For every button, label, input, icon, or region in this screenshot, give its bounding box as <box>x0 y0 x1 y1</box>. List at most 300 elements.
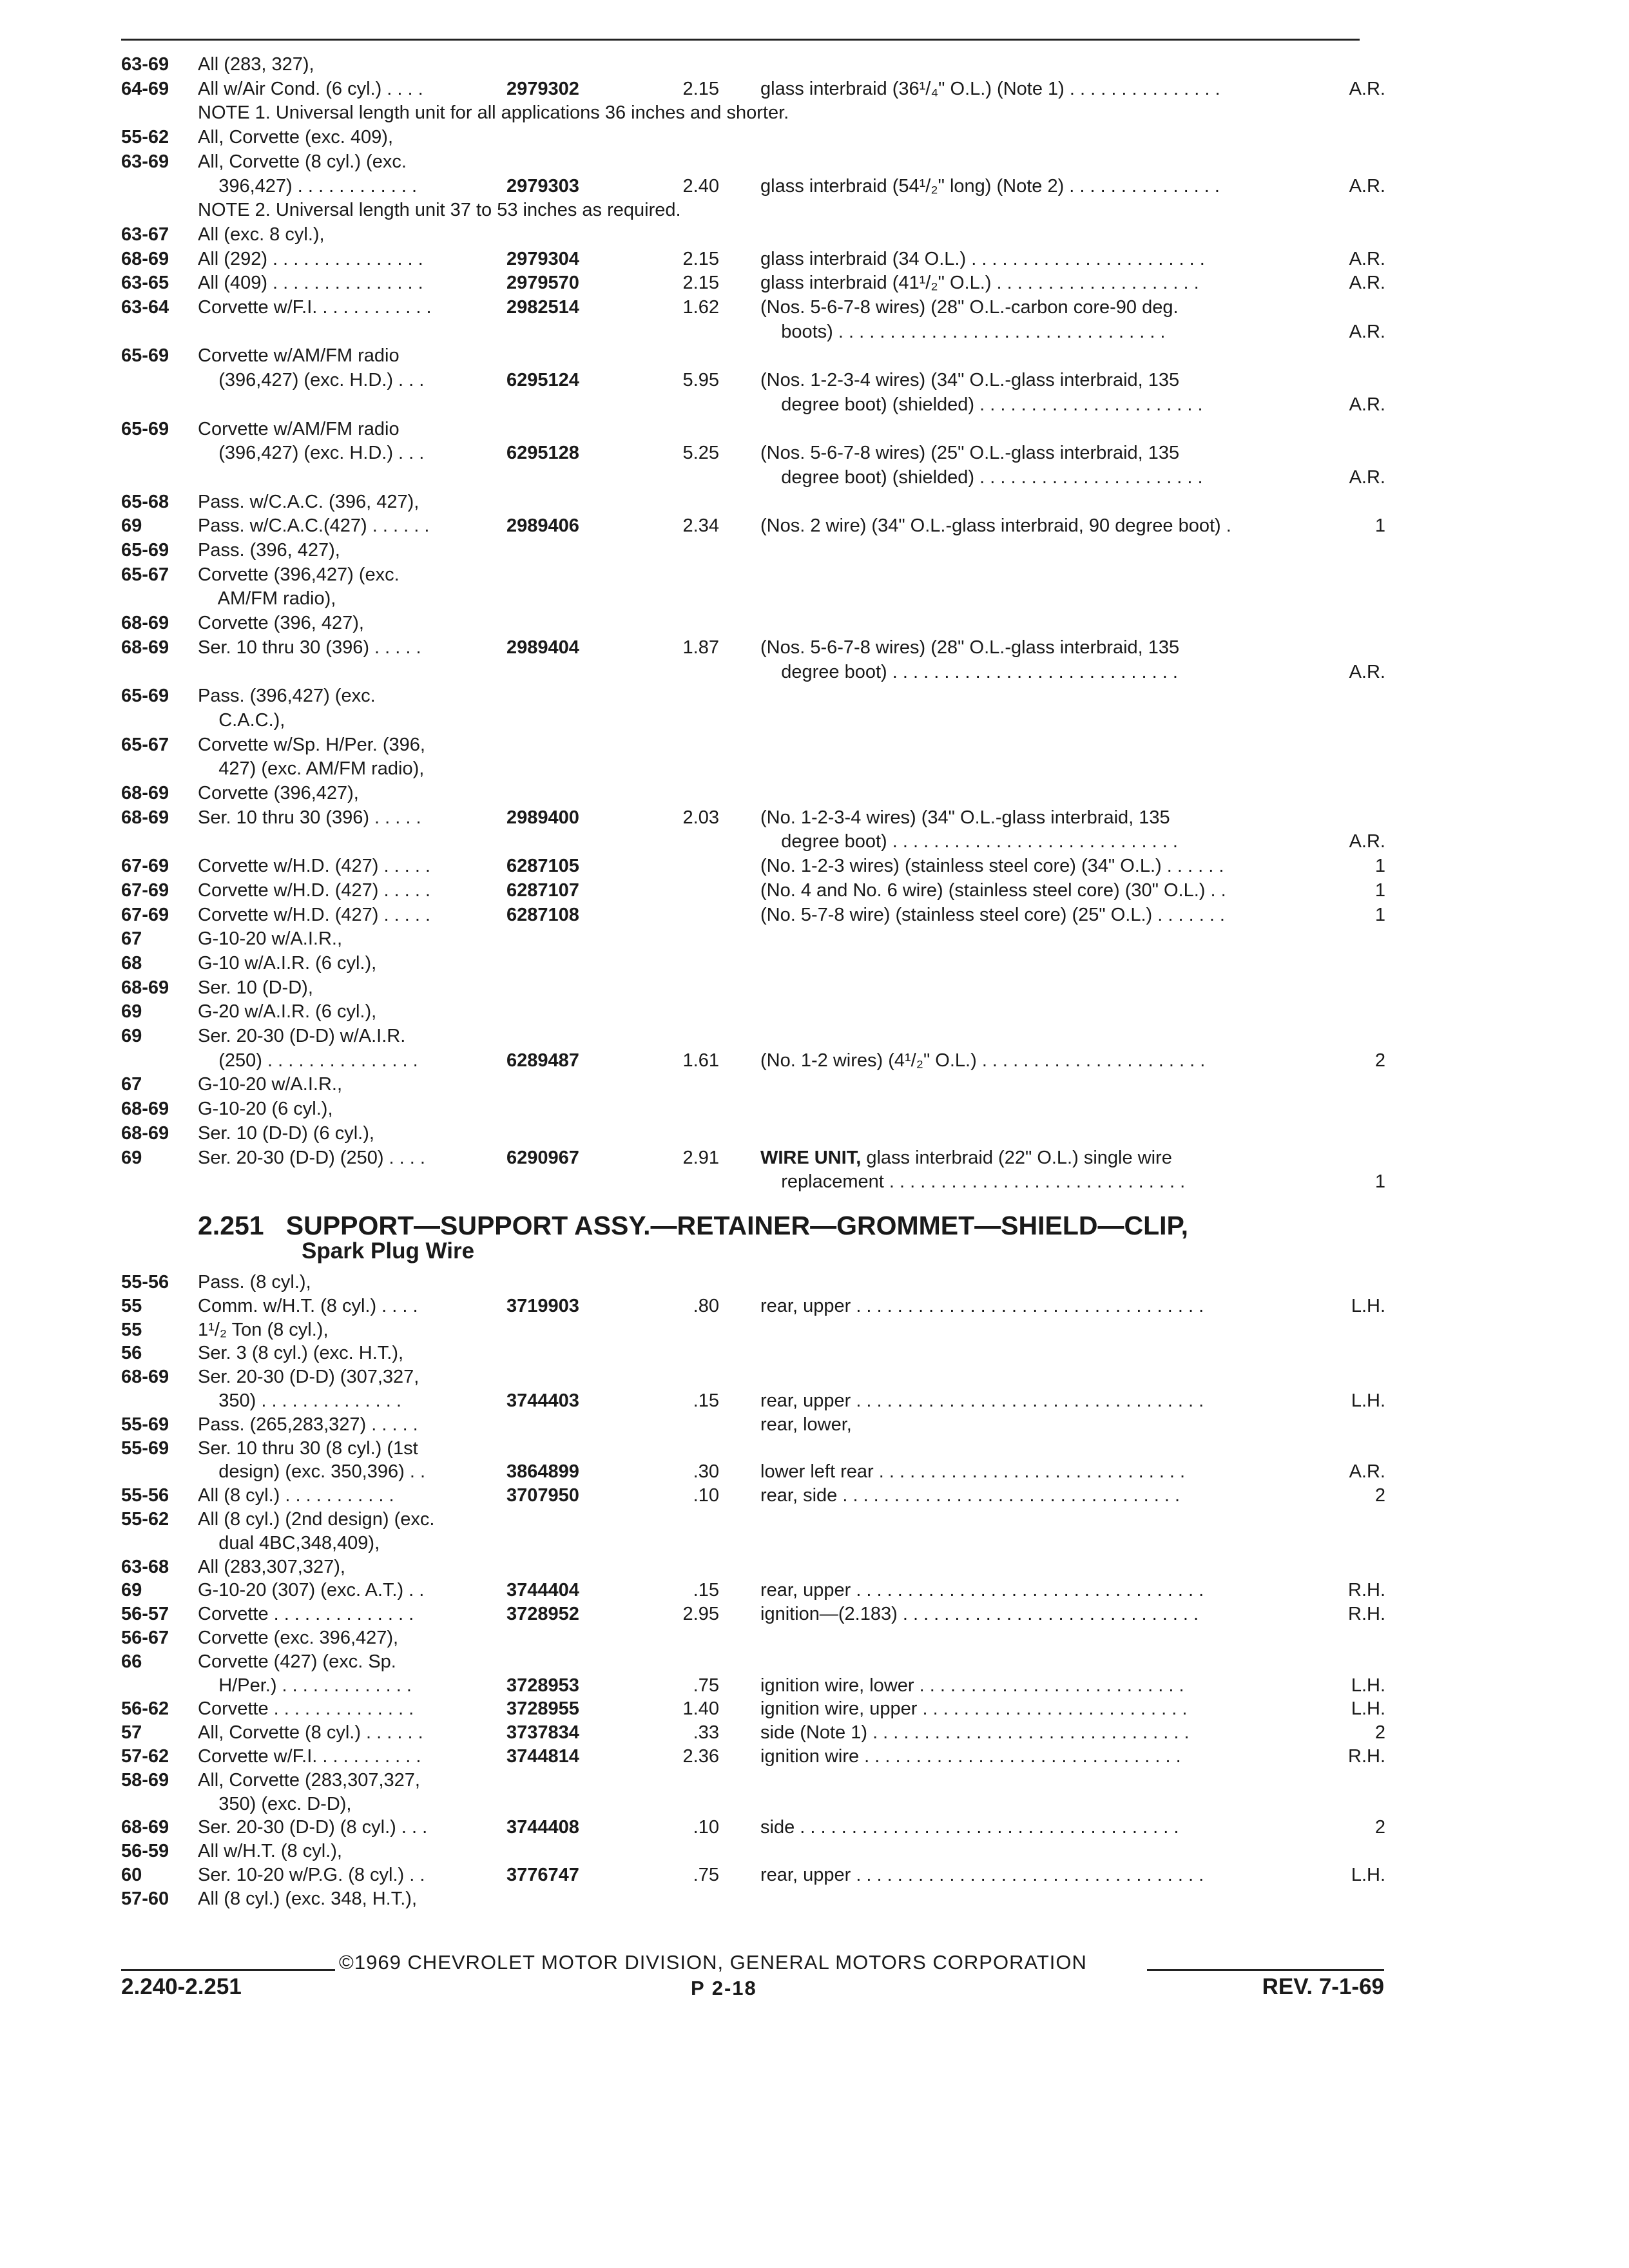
catalog-row <box>0 879 1629 902</box>
application: All (8 cyl.) (2nd design) (exc. <box>198 1509 435 1530</box>
catalog-row <box>0 1863 1629 1887</box>
price: .75 <box>693 1675 719 1696</box>
description: (No. 1-2 wires) (4¹/₂" O.L.) . . . . . . . . . . . . . . . . . . . . . . <box>760 1050 1206 1071</box>
year-range: 66 <box>121 1651 142 1672</box>
year-range: 57 <box>121 1722 142 1744</box>
catalog-row <box>0 1271 1629 1294</box>
application: C.A.C.), <box>198 709 285 731</box>
application: All (exc. 8 cyl.), <box>198 224 325 245</box>
year-range: 55-69 <box>121 1414 169 1435</box>
part-number: 6290967 <box>506 1147 579 1168</box>
application: G-10-20 w/A.I.R., <box>198 928 343 950</box>
catalog-row <box>0 830 1629 853</box>
price: .15 <box>693 1580 719 1601</box>
quantity: A.R. <box>1349 321 1385 342</box>
application: Corvette w/Sp. H/Per. (396, <box>198 734 425 755</box>
price: 1.61 <box>682 1050 719 1071</box>
year-range: 68-69 <box>121 637 169 658</box>
quantity: A.R. <box>1349 466 1385 488</box>
year-range: 63-69 <box>121 54 169 75</box>
application: G-10 w/A.I.R. (6 cyl.), <box>198 952 377 974</box>
part-number: 2979304 <box>506 248 579 269</box>
year-range: 68-69 <box>121 1099 169 1120</box>
year-range: 57-62 <box>121 1746 169 1767</box>
description: side . . . . . . . . . . . . . . . . . . . . . . . . . . . . . . . . . . . . . <box>760 1817 1179 1838</box>
quantity: R.H. <box>1348 1580 1385 1601</box>
section-subtitle: Spark Plug Wire <box>302 1238 475 1264</box>
description: glass interbraid (34 O.L.) . . . . . . . . . . . . . . . . . . . . . . . <box>760 248 1205 269</box>
catalog-row <box>0 1508 1629 1531</box>
application: All w/H.T. (8 cyl.), <box>198 1841 342 1862</box>
part-number: 2989400 <box>506 807 579 828</box>
catalog-row <box>0 976 1629 999</box>
year-range: 55-62 <box>121 127 169 148</box>
part-number: 3744408 <box>506 1817 579 1838</box>
catalog-row <box>0 1146 1629 1169</box>
price: .15 <box>693 1390 719 1411</box>
application: Ser. 10 thru 30 (396) . . . . . <box>198 807 421 828</box>
application: Ser. 10 thru 30 (396) . . . . . <box>198 637 421 658</box>
price: .10 <box>693 1817 719 1838</box>
description: (No. 1-2-3-4 wires) (34" O.L.-glass interbraid, 135 <box>760 807 1170 828</box>
application: design) (exc. 350,396) . . <box>198 1461 426 1483</box>
year-range: 68-69 <box>121 783 169 803</box>
description: glass interbraid (36¹/₄" O.L.) (Note 1) . . . . . . . . . . . . . . . <box>760 78 1220 99</box>
year-range: 65-68 <box>121 491 169 512</box>
application: Pass. (396,427) (exc. <box>198 686 376 707</box>
catalog-row <box>0 782 1629 805</box>
part-number: 3728952 <box>506 1604 579 1625</box>
catalog-row <box>0 684 1629 707</box>
application: dual 4BC,348,409), <box>198 1532 380 1553</box>
catalog-row <box>0 1341 1629 1365</box>
catalog-row <box>0 1650 1629 1673</box>
catalog-row <box>0 1000 1629 1023</box>
price: 2.36 <box>682 1746 719 1767</box>
description: lower left rear . . . . . . . . . . . . . . . . . . . . . . . . . . . . . . <box>760 1461 1186 1483</box>
part-number: 6287108 <box>506 904 579 925</box>
application: All (8 cyl.) (exc. 348, H.T.), <box>198 1888 418 1909</box>
catalog-row <box>0 150 1629 173</box>
application: 396,427) . . . . . . . . . . . . <box>198 175 418 197</box>
year-range: 57-60 <box>121 1888 169 1909</box>
year-range: 67 <box>121 928 142 950</box>
application: Corvette w/H.D. (427) . . . . . <box>198 904 430 925</box>
catalog-row <box>0 539 1629 562</box>
part-number: 3707950 <box>506 1485 579 1506</box>
quantity: 1 <box>1374 1171 1385 1193</box>
application: All (283, 327), <box>198 54 314 75</box>
catalog-row <box>0 101 1629 124</box>
application: NOTE 2. Universal length unit 37 to 53 inches as required. <box>198 200 681 221</box>
quantity: 1 <box>1374 856 1385 877</box>
catalog-row <box>0 636 1629 659</box>
quantity: L.H. <box>1351 1295 1385 1316</box>
catalog-row <box>0 1745 1629 1768</box>
description: rear, upper . . . . . . . . . . . . . . . . . . . . . . . . . . . . . . . . . . <box>760 1295 1204 1316</box>
catalog-row <box>0 1721 1629 1744</box>
description: ignition wire, lower . . . . . . . . . . . . . . . . . . . . . . . . . . <box>760 1675 1184 1696</box>
application: Ser. 10-20 w/P.G. (8 cyl.) . . <box>198 1865 425 1885</box>
part-number: 6287107 <box>506 879 579 901</box>
price: 1.40 <box>682 1698 719 1720</box>
footer-copyright-line <box>121 1950 1384 1975</box>
year-range: 64-69 <box>121 78 169 99</box>
part-number: 2982514 <box>506 297 579 318</box>
year-range: 69 <box>121 515 142 537</box>
section-number: 2.251 <box>198 1211 264 1240</box>
year-range: 63-69 <box>121 151 169 172</box>
catalog-row <box>0 198 1629 222</box>
price: .10 <box>693 1485 719 1506</box>
catalog-row <box>0 709 1629 732</box>
catalog-row <box>0 733 1629 756</box>
price: 2.40 <box>682 175 719 197</box>
quantity: L.H. <box>1351 1865 1385 1885</box>
price: 2.15 <box>682 78 719 99</box>
year-range: 65-67 <box>121 564 169 585</box>
year-range: 67 <box>121 1074 142 1095</box>
year-range: 68-69 <box>121 977 169 998</box>
catalog-row <box>0 1389 1629 1412</box>
part-number: 2989404 <box>506 637 579 658</box>
description: (No. 1-2-3 wires) (stainless steel core) (34" O.L.) . . . . . . <box>760 856 1224 877</box>
application: Corvette (396,427), <box>198 783 359 803</box>
catalog-row <box>0 1484 1629 1507</box>
application: Ser. 10 (D-D) (6 cyl.), <box>198 1122 374 1144</box>
catalog-row <box>0 77 1629 101</box>
catalog-row <box>0 369 1629 392</box>
part-number: 6295128 <box>506 443 579 464</box>
description <box>760 1146 1172 1169</box>
price: 2.34 <box>682 515 719 537</box>
application: (250) . . . . . . . . . . . . . . . <box>198 1050 418 1071</box>
description: ignition—(2.183) . . . . . . . . . . . . . . . . . . . . . . . . . . . . . <box>760 1604 1199 1625</box>
catalog-row <box>0 271 1629 294</box>
description: side (Note 1) . . . . . . . . . . . . . . . . . . . . . . . . . . . . . . . <box>760 1722 1190 1744</box>
application: Ser. 3 (8 cyl.) (exc. H.T.), <box>198 1343 404 1364</box>
application: All (8 cyl.) . . . . . . . . . . . <box>198 1485 394 1506</box>
application: All, Corvette (exc. 409), <box>198 127 393 148</box>
year-range: 69 <box>121 1147 142 1168</box>
catalog-row <box>0 1602 1629 1626</box>
catalog-row <box>0 1674 1629 1697</box>
quantity: 2 <box>1374 1485 1385 1506</box>
description: (Nos. 5-6-7-8 wires) (28" O.L.-glass interbraid, 135 <box>760 637 1180 658</box>
application: Pass. (8 cyl.), <box>198 1272 311 1293</box>
catalog-row <box>0 1769 1629 1792</box>
application: 427) (exc. AM/FM radio), <box>198 758 425 780</box>
description: rear, upper . . . . . . . . . . . . . . . . . . . . . . . . . . . . . . . . . . <box>760 1390 1204 1411</box>
application: 1¹/₂ Ton (8 cyl.), <box>198 1319 329 1340</box>
quantity: 1 <box>1374 515 1385 537</box>
year-range: 65-69 <box>121 686 169 707</box>
catalog-row <box>0 903 1629 927</box>
catalog-row <box>0 1049 1629 1072</box>
description: degree boot) . . . . . . . . . . . . . . . . . . . . . . . . . . . . <box>760 661 1178 682</box>
year-range: 69 <box>121 1026 142 1046</box>
catalog-row <box>0 490 1629 514</box>
catalog-row <box>0 757 1629 780</box>
section-heading <box>198 1211 1188 1240</box>
application: G-20 w/A.I.R. (6 cyl.), <box>198 1001 377 1023</box>
catalog-row <box>0 1365 1629 1389</box>
application: Comm. w/H.T. (8 cyl.) . . . . <box>198 1295 418 1316</box>
quantity: A.R. <box>1349 78 1385 99</box>
year-range: 56-67 <box>121 1628 169 1648</box>
catalog-row <box>0 1170 1629 1193</box>
year-range: 55-69 <box>121 1437 169 1459</box>
catalog-row <box>0 1073 1629 1096</box>
description: replacement . . . . . . . . . . . . . . . . . . . . . . . . . . . . . <box>760 1171 1186 1193</box>
application: Ser. 10 thru 30 (8 cyl.) (1st <box>198 1437 418 1459</box>
year-range: 68-69 <box>121 613 169 634</box>
catalog-row <box>0 441 1629 465</box>
description: (No. 5-7-8 wire) (stainless steel core) (25" O.L.) . . . . . . . <box>760 904 1225 925</box>
application: (396,427) (exc. H.D.) . . . <box>198 370 425 391</box>
catalog-row <box>0 393 1629 416</box>
year-range: 69 <box>121 1580 142 1601</box>
year-range: 56-57 <box>121 1604 169 1625</box>
quantity: 2 <box>1374 1722 1385 1744</box>
part-number: 3744814 <box>506 1746 579 1767</box>
application: Corvette w/AM/FM radio <box>198 345 400 367</box>
price: .30 <box>693 1461 719 1483</box>
price: 1.62 <box>682 297 719 318</box>
catalog-row <box>0 660 1629 684</box>
year-range: 65-69 <box>121 345 169 367</box>
application: Ser. 20-30 (D-D) (8 cyl.) . . . <box>198 1817 428 1838</box>
catalog-row <box>0 1294 1629 1318</box>
quantity: A.R. <box>1349 273 1385 294</box>
quantity: 1 <box>1374 879 1385 901</box>
year-range: 65-69 <box>121 418 169 439</box>
year-range: 63-65 <box>121 273 169 294</box>
part-number: 3728955 <box>506 1698 579 1720</box>
quantity: L.H. <box>1351 1698 1385 1720</box>
part-number: 2989406 <box>506 515 579 537</box>
catalog-row <box>0 563 1629 586</box>
year-range: 69 <box>121 1001 142 1023</box>
description: (No. 4 and No. 6 wire) (stainless steel core) (30" O.L.) . . <box>760 879 1226 901</box>
part-number: 3719903 <box>506 1295 579 1316</box>
application: Corvette . . . . . . . . . . . . . . <box>198 1604 414 1625</box>
catalog-row <box>0 611 1629 635</box>
catalog-row <box>0 1024 1629 1048</box>
catalog-row <box>0 1626 1629 1649</box>
application: All, Corvette (283,307,327, <box>198 1769 420 1791</box>
catalog-row <box>0 320 1629 343</box>
application: All, Corvette (8 cyl.) . . . . . . <box>198 1722 423 1744</box>
catalog-row <box>0 1097 1629 1120</box>
catalog-row <box>0 1318 1629 1341</box>
catalog-row <box>0 1840 1629 1863</box>
top-rule <box>121 39 1360 41</box>
year-range: 65-69 <box>121 540 169 561</box>
part-number: 3864899 <box>506 1461 579 1483</box>
year-range: 55-56 <box>121 1272 169 1293</box>
application: Corvette w/F.I. . . . . . . . . . . <box>198 1746 421 1767</box>
quantity: 2 <box>1374 1050 1385 1071</box>
year-range: 55 <box>121 1295 142 1316</box>
part-number: 2979303 <box>506 175 579 197</box>
year-range: 65-67 <box>121 734 169 755</box>
year-range: 58-69 <box>121 1769 169 1791</box>
application: Corvette w/AM/FM radio <box>198 418 400 439</box>
description: degree boot) (shielded) . . . . . . . . . . . . . . . . . . . . . . <box>760 466 1203 488</box>
application: Ser. 10 (D-D), <box>198 977 313 998</box>
application: Corvette . . . . . . . . . . . . . . <box>198 1698 414 1720</box>
part-number: 3728953 <box>506 1675 579 1696</box>
catalog-row <box>0 418 1629 441</box>
catalog-row <box>0 1122 1629 1145</box>
catalog-row <box>0 1792 1629 1816</box>
catalog-row <box>0 53 1629 76</box>
catalog-row <box>0 1413 1629 1436</box>
part-number: 6295124 <box>506 370 579 391</box>
year-range: 56 <box>121 1343 142 1364</box>
year-range: 67-69 <box>121 904 169 925</box>
application: G-10-20 (6 cyl.), <box>198 1099 333 1120</box>
quantity: L.H. <box>1351 1390 1385 1411</box>
catalog-row <box>0 1887 1629 1910</box>
year-range: 67-69 <box>121 856 169 877</box>
price: 2.15 <box>682 273 719 294</box>
year-range: 55 <box>121 1319 142 1340</box>
application: Ser. 20-30 (D-D) (250) . . . . <box>198 1147 425 1168</box>
application: NOTE 1. Universal length unit for all applications 36 inches and shorter. <box>198 102 789 124</box>
application: G-10-20 (307) (exc. A.T.) . . <box>198 1580 425 1601</box>
year-range: 68-69 <box>121 1367 169 1388</box>
description: ignition wire . . . . . . . . . . . . . . . . . . . . . . . . . . . . . . . <box>760 1746 1181 1767</box>
quantity: 1 <box>1374 904 1385 925</box>
catalog-row <box>0 806 1629 829</box>
catalog-row <box>0 1460 1629 1483</box>
catalog-row <box>0 1816 1629 1839</box>
part-number: 2979570 <box>506 273 579 294</box>
quantity: A.R. <box>1349 394 1385 415</box>
application: Ser. 20-30 (D-D) w/A.I.R. <box>198 1026 406 1046</box>
application: Pass. w/C.A.C.(427) . . . . . . <box>198 515 430 537</box>
description: glass interbraid (54¹/₂" long) (Note 2) . . . . . . . . . . . . . . . <box>760 175 1220 197</box>
description: degree boot) . . . . . . . . . . . . . . . . . . . . . . . . . . . . <box>760 831 1178 852</box>
application: Pass. w/C.A.C. (396, 427), <box>198 491 419 512</box>
application: Corvette w/H.D. (427) . . . . . <box>198 856 430 877</box>
part-number: 3776747 <box>506 1865 579 1885</box>
footer-rule-left <box>121 1969 335 1971</box>
footer-section-range: 2.240-2.251 <box>121 1974 242 1999</box>
application: Corvette (427) (exc. Sp. <box>198 1651 396 1672</box>
part-number: 3737834 <box>506 1722 579 1744</box>
application: G-10-20 w/A.I.R., <box>198 1074 343 1095</box>
quantity: A.R. <box>1349 248 1385 269</box>
catalog-row <box>0 466 1629 489</box>
quantity: A.R. <box>1349 175 1385 197</box>
year-range: 55-62 <box>121 1509 169 1530</box>
quantity: R.H. <box>1348 1746 1385 1767</box>
year-range: 68 <box>121 952 142 974</box>
application: (396,427) (exc. H.D.) . . . <box>198 443 425 464</box>
description: (Nos. 1-2-3-4 wires) (34" O.L.-glass interbraid, 135 <box>760 370 1180 391</box>
price: 2.91 <box>682 1147 719 1168</box>
year-range: 55-56 <box>121 1485 169 1506</box>
description: rear, side . . . . . . . . . . . . . . . . . . . . . . . . . . . . . . . . . <box>760 1485 1181 1506</box>
part-number: 2979302 <box>506 78 579 99</box>
quantity: A.R. <box>1349 1461 1385 1483</box>
application: Corvette (396, 427), <box>198 613 364 634</box>
year-range: 63-64 <box>121 297 169 318</box>
application: All (292) . . . . . . . . . . . . . . . <box>198 248 423 269</box>
footer-page-number: P 2-18 <box>691 1977 757 1999</box>
description: rear, upper . . . . . . . . . . . . . . . . . . . . . . . . . . . . . . . . . . <box>760 1580 1204 1601</box>
catalog-row <box>0 1532 1629 1555</box>
quantity: R.H. <box>1348 1604 1385 1625</box>
year-range: 63-67 <box>121 224 169 245</box>
footer-copyright: ©1969 CHEVROLET MOTOR DIVISION, GENERAL MOTORS CORPORATION <box>339 1951 1087 1974</box>
quantity: A.R. <box>1349 661 1385 682</box>
description: rear, lower, <box>760 1414 852 1435</box>
application: Pass. (396, 427), <box>198 540 340 561</box>
catalog-row <box>0 296 1629 319</box>
price: 2.95 <box>682 1604 719 1625</box>
description: (Nos. 2 wire) (34" O.L.-glass interbraid, 90 degree boot) . <box>760 515 1231 537</box>
footer-revision: REV. 7-1-69 <box>1262 1974 1384 1999</box>
part-number: 3744403 <box>506 1390 579 1411</box>
application: H/Per.) . . . . . . . . . . . . . <box>198 1675 412 1696</box>
application: Corvette w/F.I. . . . . . . . . . . . <box>198 297 432 318</box>
price: 5.95 <box>682 370 719 391</box>
description: glass interbraid (41¹/₂" O.L.) . . . . . . . . . . . . . . . . . . . . <box>760 273 1199 294</box>
application: AM/FM radio), <box>198 588 336 610</box>
year-range: 67-69 <box>121 879 169 901</box>
catalog-row <box>0 344 1629 367</box>
catalog-row <box>0 1555 1629 1579</box>
part-number: 6287105 <box>506 856 579 877</box>
year-range: 60 <box>121 1865 142 1885</box>
price: 1.87 <box>682 637 719 658</box>
quantity: 2 <box>1374 1817 1385 1838</box>
catalog-row <box>0 1697 1629 1720</box>
description: (Nos. 5-6-7-8 wires) (25" O.L.-glass interbraid, 135 <box>760 443 1180 464</box>
price: .80 <box>693 1295 719 1316</box>
application: Corvette (exc. 396,427), <box>198 1628 399 1648</box>
year-range: 68-69 <box>121 807 169 828</box>
description: boots) . . . . . . . . . . . . . . . . . . . . . . . . . . . . . . . . <box>760 321 1166 342</box>
application: 350) . . . . . . . . . . . . . . <box>198 1390 401 1411</box>
catalog-row <box>0 126 1629 149</box>
catalog-row <box>0 587 1629 610</box>
catalog-row <box>0 1579 1629 1602</box>
catalog-row <box>0 514 1629 537</box>
description: (Nos. 5-6-7-8 wires) (28" O.L.-carbon core-90 deg. <box>760 297 1179 318</box>
description: degree boot) (shielded) . . . . . . . . . . . . . . . . . . . . . . <box>760 394 1203 415</box>
application: 350) (exc. D-D), <box>198 1793 352 1814</box>
catalog-row <box>0 854 1629 878</box>
year-range: 68-69 <box>121 1817 169 1838</box>
application: All, Corvette (8 cyl.) (exc. <box>198 151 407 172</box>
application: All w/Air Cond. (6 cyl.) . . . . <box>198 78 423 99</box>
price: 2.03 <box>682 807 719 828</box>
section-title: SUPPORT—SUPPORT ASSY.—RETAINER—GROMMET—SHIELD—CLIP, <box>285 1211 1189 1240</box>
application: Ser. 20-30 (D-D) (307,327, <box>198 1367 419 1388</box>
description: rear, upper . . . . . . . . . . . . . . . . . . . . . . . . . . . . . . . . . . <box>760 1865 1204 1885</box>
catalog-row <box>0 175 1629 198</box>
application: Corvette (396,427) (exc. <box>198 564 400 585</box>
price: 2.15 <box>682 248 719 269</box>
description-emphasis: WIRE UNIT, <box>760 1147 862 1168</box>
price: .33 <box>693 1722 719 1744</box>
application: All (283,307,327), <box>198 1556 345 1577</box>
